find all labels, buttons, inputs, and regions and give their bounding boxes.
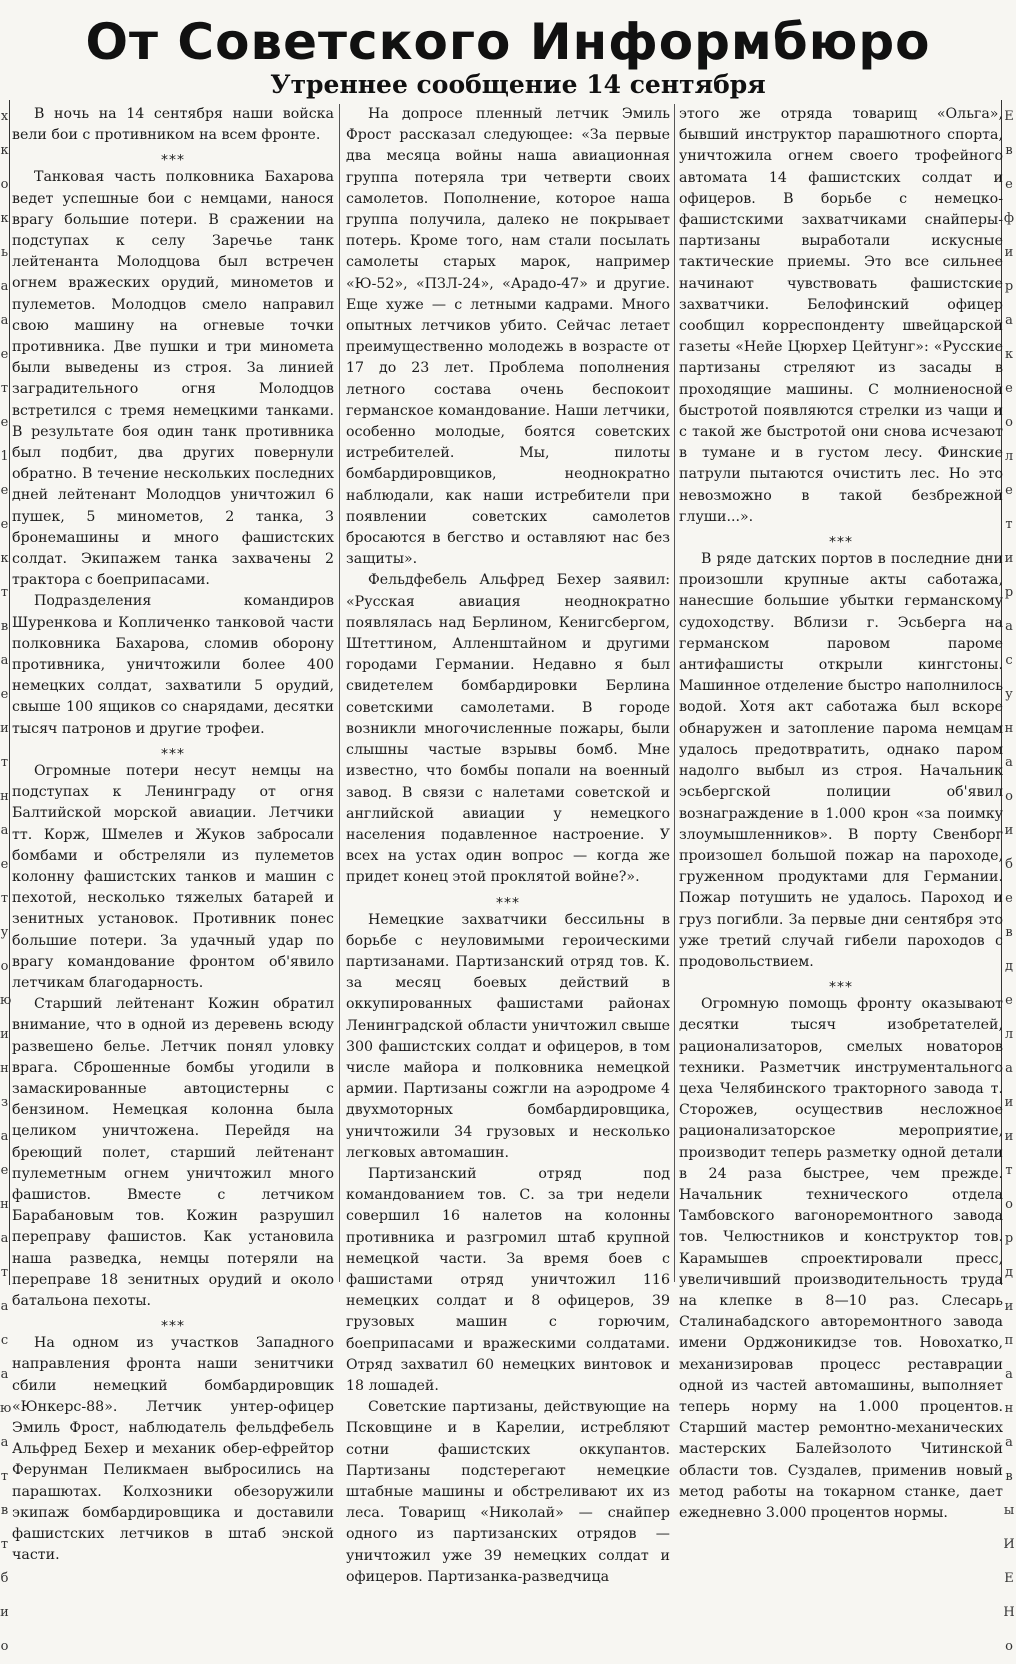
paragraph: Немецкие захватчики бессильны в борьбе с неуловимыми героическими партизанами. Партизанский отряд тов. К. за месяц боевых действий в оккупированных фашистами районах Ленинградской области уничтожил свыше 300 фашистских солдат и офицеров, в том числе майора и полковника немецкой армии. Партизаны сожгли на аэродроме 4 двухмоторных бомбардировщика, уничтожили 34 грузовых и несколько легковых автомашин. <box>346 911 670 1161</box>
article-column-1 <box>12 104 334 1564</box>
paragraph: этого же отряда товарищ «Ольга», бывший инструктор парашютного спорта, уничтожила огнем своего трофейного автомата 14 фашистских солдат и офицеров. В борьбе с немецко-фашистскими захватчиками снайперы-партизаны выработали искусные тактические приемы. Это все сильнее начинают чувствовать фашистские захватчики. Белофинский офицер сообщил корреспонденту швейцарской газеты «Нейе Цюрхер Цейтунг»: «Русские партизаны стреляют из засады в проходящие машины. С молниеносной быстротой появляются стрелки из чащи и с такой же быстротой они снова исчезают в тумане и в густом лесу. Финские патрули пытаются очистить лес. Но это невозможно в такой безбрежной глуши...». <box>679 106 1003 525</box>
section-separator-stars: ⁎⁎⁎ <box>496 890 520 907</box>
paragraph: На одном из участков Западного направления фронта наши зенитчики сбили немецкий бомбардировщик «Юнкерс-88». Летчик унтер-офицер Эмиль Фрост, наблюдатель фельдфебель Альфред Бехер и механик обер-ефрейтор Ферунман Пеликмаен выбросились на парашютах. Колхозники обезоружили экипаж бомбардировщика и доставили фашистских летчиков в штаб энской части. <box>12 1335 334 1564</box>
paragraph: Огромные потери несут немцы на подступах к Ленинграду от огня Балтийской морской авиации. Летчики тт. Корж, Шмелев и Жуков забросали бомбами и обстреляли из пулеметов колонну фашистских танков и машин с пехотой, несколько тяжелых батарей и зенитных установок. Противник понес большие потери. За удачный удар по врагу командование фронтом об'явило летчикам благодарность. <box>12 762 334 991</box>
paragraph: Партизанский отряд под командованием тов. С. за три недели совершил 16 налетов на колонны противника и разгромил штаб крупной немецкой части. За время боев с фашистами отряд уничтожил 116 немецких солдат и 8 офицеров, 39 грузовых машин с горючим, боеприпасами и вражескими солдатами. Отряд захватил 60 немецких винтовок и 18 лошадей. <box>346 1165 670 1394</box>
paragraph: На допросе пленный летчик Эмиль Фрост рассказал следующее: «За первые два месяца войны наша авиационная группа потеряла три четверти своих самолетов. Пополнение, которое наша группа получила, далеко не покрывает потерь. Кроме того, нам стали посылать самолеты старых марок, например «Ю-52», «ПЗЛ-24», «Арадо-47» и другие. Еще хуже — с летными кадрами. Много опытных летчиков убито. Сейчас летает преимущественно молодежь в возрасте от 17 до 23 лет. Проблема пополнения летного состава очень беспокоит германское командование. Наши летчики, особенно молодые, боятся советских истребителей. Мы, пилоты бомбардировщиков, неоднократно наблюдали, как наши истребители при появлении советских самолетов бросаются в бегство и оставляют нас без защиты». <box>346 106 670 568</box>
section-separator-stars: ⁎⁎⁎ <box>829 975 853 992</box>
section-separator-stars: ⁎⁎⁎ <box>829 530 853 547</box>
paragraph: Старший лейтенант Кожин обратил внимание, что в одной из деревень всюду развешено белье. Летчик понял уловку врага. Сброшенные бомбы угодили в замаскированные автоцистерны с бензином. Немецкая колонна была целиком уничтожена. Перейдя на бреющий полет, старший лейтенант пулеметным огнем уничтожил много фашистов. Вместе с летчиком Барабановым тов. Кожин разрушил переправу фашистов. Как установила наша разведка, немцы потеряли на переправе 18 зенитных орудий и около батальона пехоты. <box>12 996 334 1309</box>
article-column-2 <box>346 104 670 1585</box>
report-subtitle: Утреннее сообщение 14 сентября <box>270 70 766 99</box>
paragraph: Подразделения командиров Шуренкова и Копличенко танковой части полковника Бахарова, сломив оборону противника, уничтожили более 400 немецких солдат, захватили 5 орудий, свыше 100 ящиков со снарядами, десятки тысяч патронов и другие трофеи. <box>12 593 334 737</box>
paragraph: В ряде датских портов в последние дни произошли крупные акты саботажа, нанесшие большие убытки германскому судоходству. Вблизи г. Эсьберга на германском паровом пароме антифашисты открыли кингстоны. Машинное отделение быстро наполнилось водой. Хотя акт саботажа был вскоре обнаружен и затопление парома немцам удалось предотвратить, однако паром надолго выбыл из строя. Начальник эсьбергской полиции об'явил вознаграждение в 1.000 крон «за поимку злоумышленников». В порту Свенборг произошел большой пожар на пароходе, груженном продуктами для Германии. Пожар потушить не удалось. Пароход и груз погибли. За первые дни сентября это уже третий случай гибели пароходов с продовольствием. <box>679 551 1003 970</box>
paragraph: Танковая часть полковника Бахарова ведет успешные бои с немцами, нанося врагу большие потери. В сражении на подступах к селу Заречье танк лейтенанта Молодцова был встречен огнем вражеских орудий, минометов и пулеметов. Молодцов смело направил свою машину на огневые точки противника. Две пушки и три миномета были выведены из строя. За линией заградительного огня Молодцов встретился с тремя немецкими танками. В результате боя один танк противника был подбит, два других повернули обратно. В течение нескольких последних дней лейтенант Молодцов уничтожил 6 пушек, 5 минометов, 2 танка, 3 бронемашины и много фашистских солдат. Экипажем танка захвачены 2 трактора с боеприпасами. <box>12 169 334 589</box>
section-separator-stars: ⁎⁎⁎ <box>161 148 185 165</box>
paragraph: Огромную помощь фронту оказывают десятки тысяч изобретателей, рационализаторов, смелых новаторов техники. Разметчик инструментального цеха Челябинского тракторного завода т. Сторожев, осуществив несложное рационализаторское мероприятие, производит теперь разметку одной детали в 24 раза быстрее, чем прежде. Начальник технического отдела Тамбовского вагоноремонтного завода тов. Челюстников и конструктор тов. Карамышев спроектировали пресс, увеличивший производительность труда на клепке в 8—10 раз. Слесарь Сталинабадского авторемонтного завода имени Орджоникидзе тов. Новохатко, механизировав процесс реставрации одной из частей автомашины, выполняет теперь норму на 1.000 процентов. Старший мастер ремонтно-механических мастерских Балейзолото Читинской области тов. Суздалев, применив новый метод работы на токарном станке, дает ежедневно 3.000 процентов нормы. <box>679 996 1003 1521</box>
paragraph: В ночь на 14 сентября наши войска вели бои с противником на всем фронте. <box>12 106 334 144</box>
right-neighbor-column-fragment: Е в е ф и р а к е о л е т и р а с у н а о и б е в д е л а и и т о р д и п а н а в ы И Е Н о <box>1001 100 1016 1285</box>
paragraph: Советские партизаны, действующие на Псковщине и в Карелии, истребляют сотни фашистских оккупантов. Партизаны подстерегают немецкие штабные машины и обстреливают их из леса. Товарищ «Николай» — снайпер одного из партизанских отрядов — уничтожил уже 39 немецких солдат и офицеров. Партизанка-разведчица <box>346 1399 670 1585</box>
column-divider <box>674 104 675 1282</box>
paragraph: Фельдфебель Альфред Бехер заявил: «Русская авиация неоднократно появлялась над Берлином, Кенигсбергом, Штеттином, Алленштайном и другими городами Германии. Недавно я был свидетелем бомбардировки Берлина советскими самолетами. В городе возникли многочисленные пожары, были слышны частые взрывы бомб. Мне известно, что бомбы попали на военный завод. В связи с налетами советской и английской авиации у немецкого населения подавленное настроение. У всех на устах один вопрос — когда же придет конец этой проклятой войне?». <box>346 572 670 886</box>
section-separator-stars: ⁎⁎⁎ <box>161 741 185 758</box>
article-column-3 <box>679 104 1003 1521</box>
column-divider <box>339 104 340 1282</box>
masthead-title: От Советского Информбюро <box>85 13 931 71</box>
section-separator-stars: ⁎⁎⁎ <box>161 1314 185 1331</box>
left-neighbor-column-fragment: х к о к ь а а е т е 1 е е к т в а е и т н а е т у о ю и н з а е н а т а с а ю а т в т б и о <box>0 100 10 1285</box>
